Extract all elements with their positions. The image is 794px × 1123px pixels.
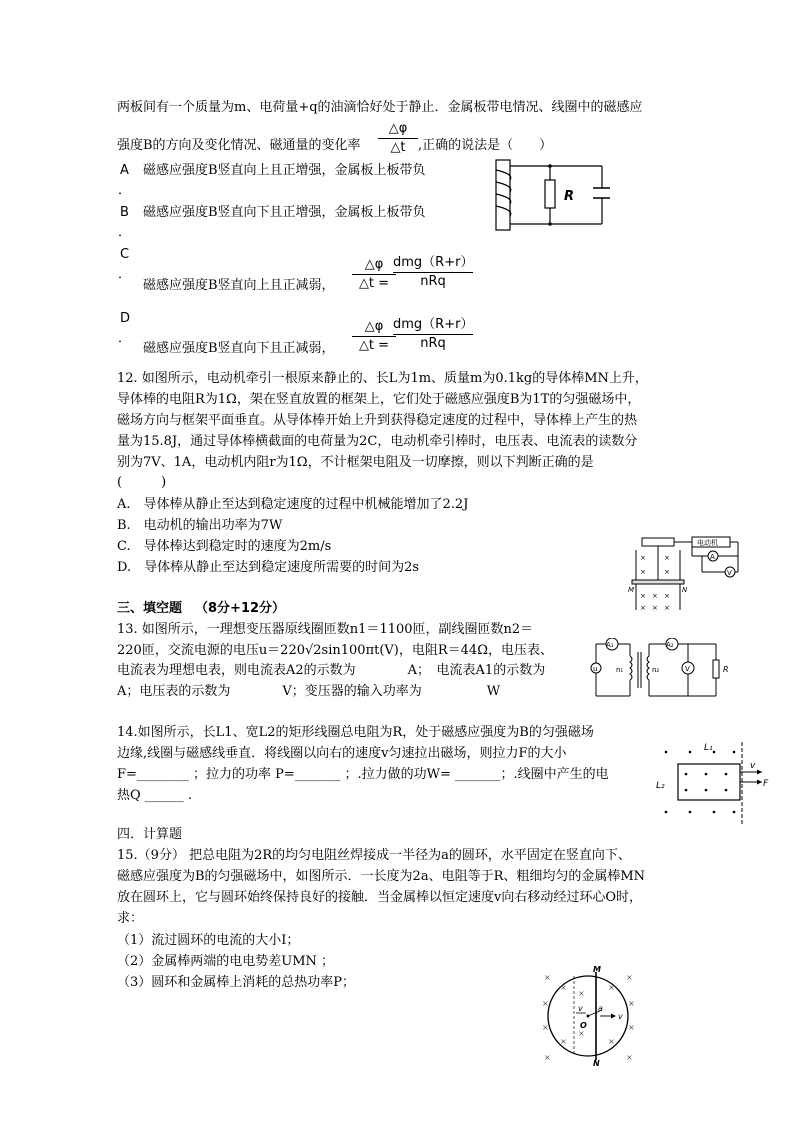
- svg-text:×: ×: [640, 604, 646, 612]
- q14-fig-v-label: v: [750, 761, 756, 771]
- q11-option-d-letter: D: [120, 311, 131, 326]
- svg-text:×: ×: [626, 973, 633, 982]
- q11-option-c: 磁感应强度B竖直向上且正减弱，: [143, 278, 335, 293]
- q15-fig-v-left-label: v: [578, 1004, 583, 1013]
- q12-fig-motor-label: 电动机: [697, 539, 718, 547]
- q12-motor-figure: [628, 536, 746, 612]
- q12-fig-N-label: N: [682, 586, 688, 594]
- q12-line-2: 导体棒的电阻R为1Ω，架在竖直放置的框架上，它们处于磁感应强度B为1T的匀强磁场中，: [117, 392, 641, 407]
- q12-line-5: 别为7V、1A，电动机内阻r为1Ω，不计框架电阻及一切摩擦，则以下判断正确的是: [117, 455, 594, 470]
- svg-text:×: ×: [544, 973, 551, 982]
- q11-circuit-figure: [490, 158, 610, 234]
- q15-line-4: 求：: [117, 911, 144, 926]
- q11-option-b: 磁感应强度B竖直向下且正增强，金属板上板带负: [143, 205, 426, 220]
- q14-line-3: F=________ ；拉力的功率 P=_______ ；.拉力做的功W= _______；.线圈中产生的电: [117, 767, 609, 782]
- q11-line2b: ,正确的说法是（ ）: [418, 138, 553, 153]
- q12-option-c: C. 导体棒达到稳定时的速度为2m/s: [117, 539, 332, 554]
- q13-line-2: 220匝，交流电源的电压u＝220√2sin100πt(V)，电阻R＝44Ω，电压表、: [117, 643, 553, 658]
- q11-line2a: 强度B的方向及变化情况、磁通量的变化率: [117, 138, 361, 153]
- q14-fig-L1-label: L₁: [704, 743, 713, 753]
- section3-title: 三、填空题: [117, 601, 183, 616]
- q11-fig-R-label: R: [564, 189, 575, 204]
- svg-text:×: ×: [664, 604, 670, 612]
- q12-line-3: 磁场方向与框架平面垂直。从导体棒开始上升到获得稳定速度的过程中，导体棒上产生的热: [117, 413, 638, 428]
- q12-fig-ammeter-label: A: [710, 553, 715, 561]
- svg-text:×: ×: [560, 1037, 567, 1046]
- q13-line-3: 电流表为理想电表，则电流表A2的示数为 A； 电流表A1的示数为: [117, 663, 546, 678]
- q13-line-1: 13. 如图所示，一理想变压器原线圈匝数n1＝1100匝，副线圈匝数n2＝: [117, 622, 534, 637]
- q15-ring-figure: [538, 966, 638, 1066]
- q15-fig-N-label: N: [593, 1059, 600, 1066]
- q13-fig-a1-label: A₁: [606, 641, 614, 649]
- q11-option-c-letter: C: [120, 247, 130, 262]
- q11-rate-fraction: △φ △t: [378, 121, 418, 156]
- q12-line-1: 12. 如图所示，电动机牵引一根原来静止的、长L为1m、质量m为0.1kg的导体棒MN上升，: [117, 371, 648, 386]
- q13-fig-u-label: u: [593, 665, 598, 673]
- q15-fig-v-label: v: [618, 1012, 623, 1021]
- svg-text:×: ×: [544, 1053, 551, 1062]
- q14-line-4: 热Q ______ .: [117, 788, 193, 803]
- svg-text:×: ×: [640, 568, 646, 576]
- svg-text:×: ×: [664, 554, 670, 562]
- q11-option-c-frac-left: △φ △t =: [352, 257, 396, 292]
- svg-text:×: ×: [608, 1037, 615, 1046]
- q13-transformer-figure: [588, 638, 734, 704]
- q13-fig-a2-label: A₂: [666, 641, 674, 649]
- q15-subquestion-3: （3）圆环和金属棒上消耗的总热功率P；: [117, 975, 356, 990]
- q12-option-b: B. 电动机的输出功率为7W: [117, 518, 283, 533]
- q15-subquestion-2: （2）金属棒两端的电电势差UMN ；: [117, 954, 335, 969]
- q15-line-2: 磁感应强度为B的匀强磁场中，如图所示．一长度为2a、电阻等于R、粗细均匀的金属棒MN: [117, 869, 646, 884]
- q11-option-a-dot: ．: [118, 183, 132, 198]
- q15-line-3: 放在圆环上，它与圆环始终保持良好的接触．当金属棒以恒定速度v向右移动经过环心O时，: [117, 890, 643, 905]
- svg-text:×: ×: [542, 999, 549, 1008]
- svg-text:×: ×: [664, 568, 670, 576]
- svg-text:×: ×: [608, 983, 615, 992]
- q13-fig-n2-label: n₂: [652, 666, 660, 674]
- q11-option-c-frac-right: dmg（R+r） nRq: [393, 255, 474, 289]
- svg-text:×: ×: [628, 999, 635, 1008]
- q11-option-a-letter: A: [120, 163, 129, 178]
- q11-option-d-frac-right: dmg（R+r） nRq: [393, 317, 474, 351]
- svg-text:×: ×: [626, 1053, 633, 1062]
- q15-fig-a-label: a: [598, 1004, 603, 1013]
- svg-text:×: ×: [628, 1023, 635, 1032]
- svg-text:×: ×: [652, 604, 658, 612]
- q14-fig-L2-label: L₂: [656, 781, 665, 791]
- svg-text:×: ×: [640, 554, 646, 562]
- q14-fig-F-label: F: [763, 779, 769, 789]
- svg-text:×: ×: [652, 592, 658, 600]
- q11-line1: 两板间有一个质量为m、电荷量+q的油滴恰好处于静止．金属板带电情况、线圈中的磁感应: [117, 100, 643, 115]
- q13-fig-r-label: R: [723, 665, 729, 674]
- q12-line-4: 量为15.8J，通过导体棒横截面的电荷量为2C，电动机牵引棒时，电压表、电流表的读数分: [117, 434, 638, 449]
- q11-option-d-frac-left: △φ △t =: [352, 319, 396, 354]
- section4-title: 四．计算题: [117, 827, 183, 842]
- q15-line-1: 15.（9分） 把总电阻为2R的均匀电阻丝焊接成一半径为a的圆环，水平固定在竖直向下、: [117, 848, 631, 863]
- q11-option-d-dot: ．: [118, 331, 132, 346]
- q15-subquestion-1: （1）流过圆环的电流的大小I；: [117, 933, 300, 948]
- q13-fig-n1-label: n₁: [616, 666, 624, 674]
- q12-line-6: ( ): [117, 475, 167, 490]
- q12-option-d: D. 导体棒从静止至达到稳定速度所需要的时间为2s: [117, 560, 420, 575]
- q13-fig-v-label: V: [685, 665, 690, 673]
- q11-option-b-dot: ．: [118, 225, 132, 240]
- q11-option-b-letter: B: [120, 205, 129, 220]
- q13-line-4: A；电压表的示数为 V；变压器的输入功率为 W: [117, 684, 501, 699]
- q14-line-2: 边缘,线圈与磁感线垂直．将线圈以向右的速度v匀速拉出磁场，则拉力F的大小: [117, 746, 567, 761]
- svg-text:×: ×: [578, 989, 585, 998]
- q12-fig-voltmeter-label: V: [727, 569, 732, 577]
- q15-fig-O-label: O: [580, 1021, 587, 1030]
- svg-text:×: ×: [664, 592, 670, 600]
- q11-option-a: 磁感应强度B竖直向上且正增强，金属板上板带负: [143, 163, 426, 178]
- svg-text:×: ×: [560, 983, 567, 992]
- svg-text:×: ×: [542, 1023, 549, 1032]
- section3-points: （8分+12分）: [195, 601, 286, 616]
- svg-text:×: ×: [578, 1029, 585, 1038]
- q11-option-d: 磁感应强度B竖直向下且正减弱，: [143, 341, 335, 356]
- q12-option-a: A. 导体棒从静止至达到稳定速度的过程中机械能增加了2.2J: [117, 497, 469, 512]
- q14-coil-figure: [650, 738, 772, 826]
- q15-fig-M-label: M: [593, 966, 601, 974]
- q11-option-c-dot: ．: [118, 267, 132, 282]
- svg-text:×: ×: [640, 592, 646, 600]
- q14-line-1: 14.如图所示，长L1、宽L2的矩形线圈总电阻为R，处于磁感应强度为B的匀强磁场: [117, 725, 594, 740]
- q12-fig-M-label: M: [628, 586, 635, 594]
